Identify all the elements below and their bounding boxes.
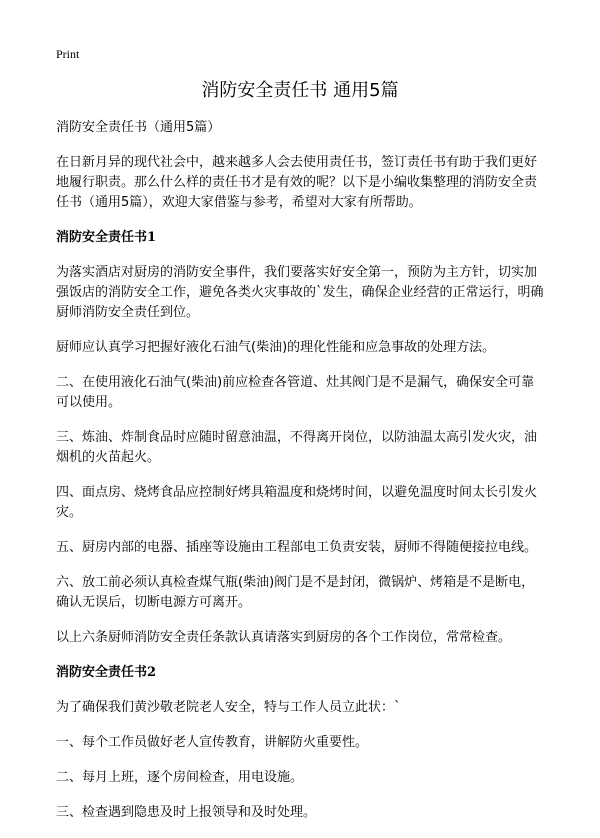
paragraph: 四、面点房、烧烤食品应控制好烤具箱温度和烧烤时间，以避免温度时间太长引发火灾。 [56, 485, 538, 520]
paragraph: 二、每月上班，逐个房间检查，用电设施。 [56, 770, 304, 785]
section-heading-2: 消防安全责任书2 [56, 665, 157, 680]
print-label: Print [56, 47, 80, 61]
paragraph: 厨师应认真学习把握好液化石油气(柴油)的理化性能和应急事故的处理方法。 [56, 340, 496, 355]
section-heading-1: 消防安全责任书1 [56, 230, 157, 245]
paragraph: 为落实酒店对厨房的消防安全事件，我们要落实好安全第一，预防为主方针，切实加强饭店的消防安全工作，避免各类火灾事故的`发生，确保企业经营的正常运行，明确厨师消防安全责任到位。 [56, 265, 544, 320]
document-body [56, 118, 546, 838]
paragraph: 为了确保我们黄沙敬老院老人安全，特与工作人员立此状：` [56, 700, 401, 715]
paragraph: 一、每个工作员做好老人宣传教育，讲解防火重要性。 [56, 735, 369, 750]
document-title: 消防安全责任书 通用5篇 [201, 80, 399, 101]
paragraph: 五、厨房内部的电器、插座等设施由工程部电工负责安装，厨师不得随便接拉电线。 [56, 540, 538, 555]
intro-paragraph: 在日新月异的现代社会中，越来越多人会去使用责任书，签订责任书有助于我们更好地履行职责。那么什么样的责任书才是有效的呢？以下是小编收集整理的消防安全责任书（通用5篇），欢迎大家借鉴与参考，希望对大家有所帮助。 [56, 155, 538, 210]
document-subtitle: 消防安全责任书（通用5篇） [56, 120, 221, 135]
paragraph: 以上六条厨师消防安全责任条款认真请落实到厨房的各个工作岗位，常常检查。 [56, 630, 512, 645]
paragraph: 二、在使用液化石油气(柴油)前应检查各管道、灶其阀门是不是漏气，确保安全可靠可以使用。 [56, 375, 535, 410]
paragraph: 三、检查遇到隐患及时上报领导和及时处理。 [56, 805, 317, 820]
paragraph: 三、炼油、炸制食品时应随时留意油温，不得离开岗位，以防油温太高引发火灾，油烟机的火苗起火。 [56, 430, 538, 465]
paragraph: 六、放工前必须认真检查煤气瓶(柴油)阀门是不是封闭，微锅炉、烤箱是不是断电，确认无误后，切断电源方可离开。 [56, 575, 535, 610]
